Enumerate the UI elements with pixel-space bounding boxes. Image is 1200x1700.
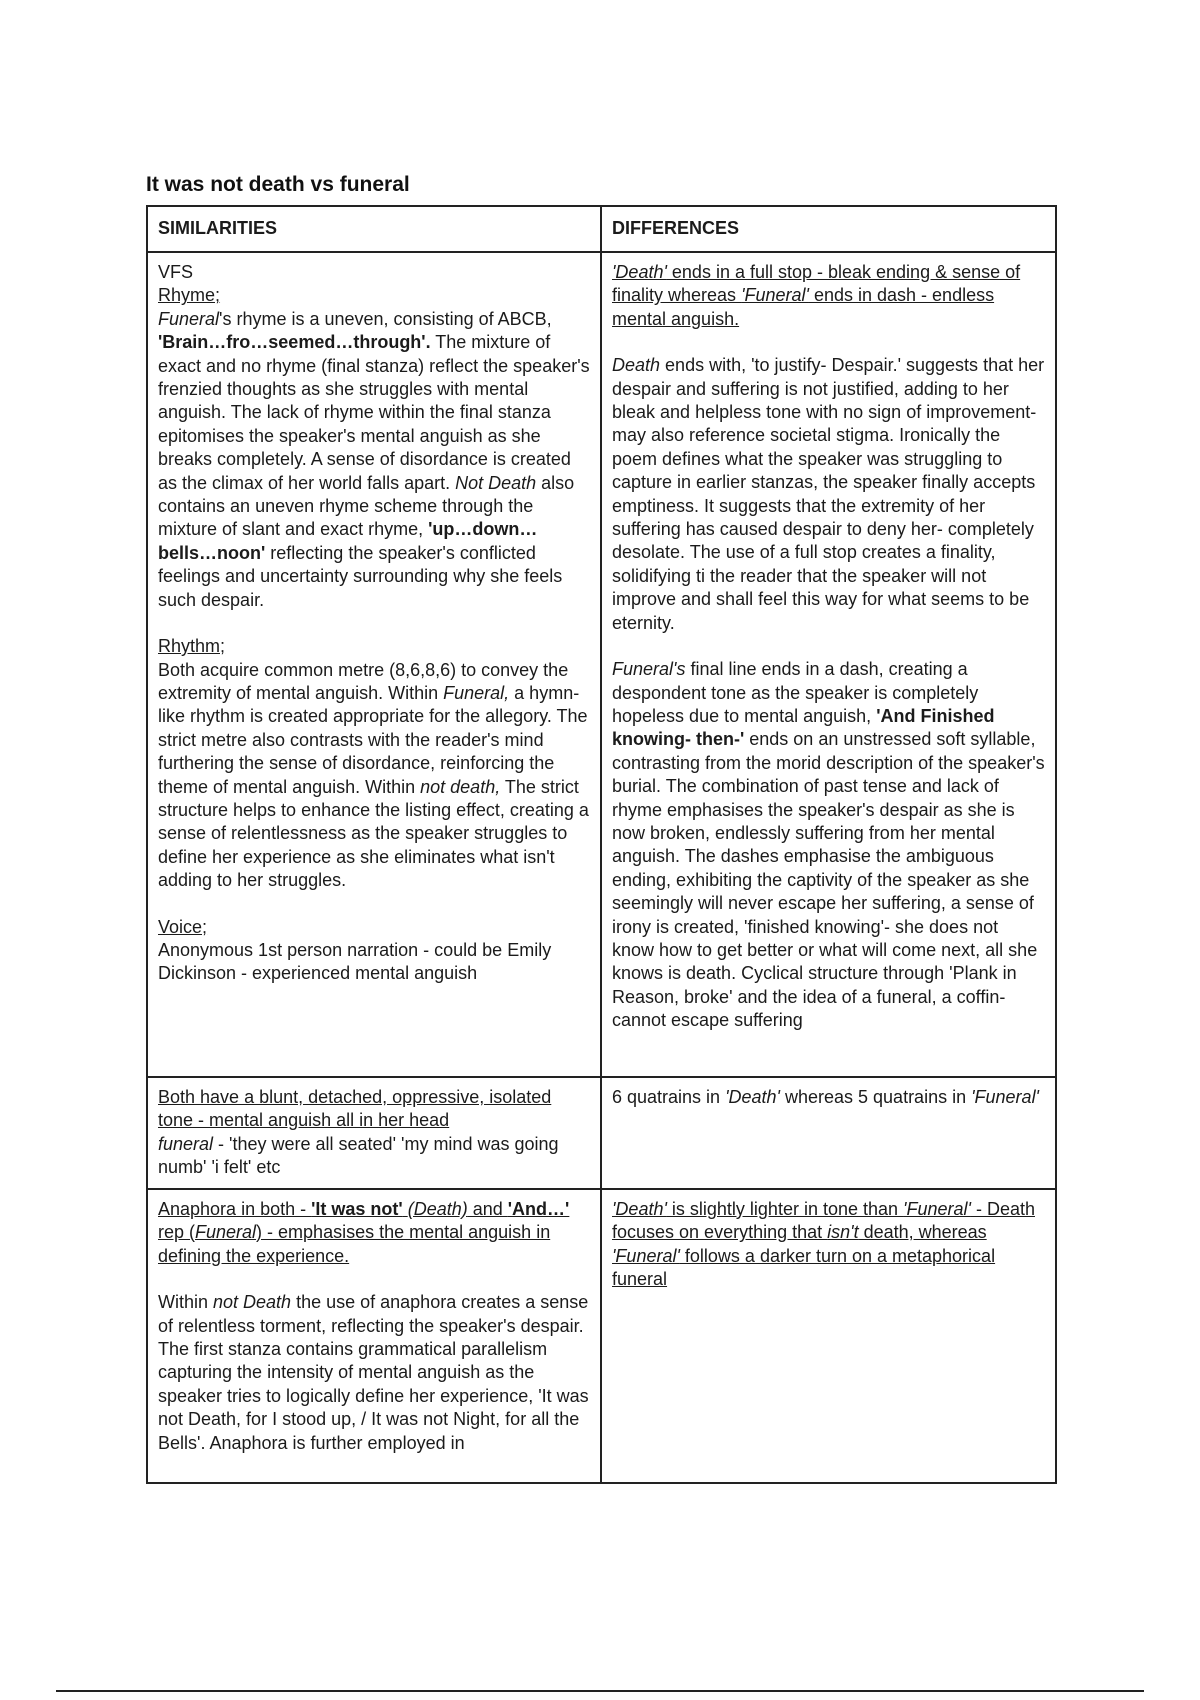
table-row bbox=[147, 1077, 1056, 1189]
header-similarities: SIMILARITIES bbox=[147, 206, 601, 252]
funeral-ending-paragraph: Funeral's final line ends in a dash, creating a despondent tone as the speaker is completely hopeless due to mental anguish, 'And Finished knowing- then-' ends on an unstressed soft syllable, contrasting from the morid description of the speaker's burial. The combination of past tense and lack of rhyme emphasises the speaker's despair as she is now broken, endlessly suffering from her mental anguish. The dashes emphasise the ambiguous ending, exhibiting the captivity of the speaker as she seemingly will never escape her suffering, a sense of irony is created, 'finished knowing'- she does not know how to get better or what will come next, all she knows is death. Cyclical structure through 'Plank in Reason, broke' and the idea of a funeral, a coffin- cannot escape suffering bbox=[612, 659, 1045, 1031]
quatrain-count: 6 quatrains in 'Death' whereas 5 quatrains in 'Funeral' bbox=[612, 1087, 1039, 1107]
document-title: It was not death vs funeral bbox=[146, 173, 410, 196]
tone-summary: Both have a blunt, detached, oppressive, isolated tone - mental anguish all in her head bbox=[158, 1087, 552, 1131]
header-differences: DIFFERENCES bbox=[601, 206, 1056, 252]
ending-summary: 'Death' ends in a full stop - bleak ending & sense of finality whereas 'Funeral' ends in dash - endless mental anguish. bbox=[612, 262, 1021, 329]
row1-differences-cell bbox=[601, 252, 1056, 1077]
voice-paragraph: Anonymous 1st person narration - could be Emily Dickinson - experienced mental anguish bbox=[158, 939, 552, 984]
voice-heading: Voice; bbox=[158, 916, 208, 937]
table-header-row bbox=[147, 206, 1056, 252]
death-ending-paragraph: Death ends with, 'to justify- Despair.' suggests that her despair and suffering is not justified, adding to her bleak and helpless tone with no sign of improvement- may also reference societal stigma. Ironically the poem defines what the speaker was struggling to capture in earlier stanzas, the speaker finally accepts emptiness. It suggests that the extremity of her suffering has caused despair to deny her- completely desolate. The use of a full stop creates a finality, solidifying ti the reader that the speaker will not improve and shall feel this way for what seems to be eternity. bbox=[612, 355, 1045, 633]
row3-similarities-cell bbox=[147, 1189, 601, 1483]
table-row bbox=[147, 252, 1056, 1077]
row2-similarities-cell bbox=[147, 1077, 601, 1189]
page-bottom-rule bbox=[56, 1690, 1144, 1692]
anaphora-paragraph: Within not Death the use of anaphora creates a sense of relentless torment, reflecting the speaker's despair. The first stanza contains grammatical parallelism capturing the intensity of mental anguish as the speaker tries to logically define her experience, 'It was not Death, for I stood up, / It was not Night, for all the Bells'. Anaphora is further employed in bbox=[158, 1292, 589, 1453]
rhyme-heading: Rhyme; bbox=[158, 285, 221, 306]
comparison-table bbox=[146, 205, 1057, 1484]
row3-differences-cell bbox=[601, 1189, 1056, 1483]
tone-examples: funeral - 'they were all seated' 'my mind was going numb' 'i felt' etc bbox=[158, 1133, 559, 1178]
anaphora-summary: Anaphora in both - 'It was not' (Death) and 'And…' rep (Funeral) - emphasises the mental anguish in defining the experience. bbox=[158, 1199, 570, 1266]
row1-similarities-cell bbox=[147, 252, 601, 1077]
rhyme-paragraph: Funeral's rhyme is a uneven, consisting of ABCB, 'Brain…fro…seemed…through'. The mixture of exact and no rhyme (final stanza) reflect the speaker's frenzied thoughts as she struggles with mental anguish. The lack of rhyme within the final stanza epitomises the speaker's mental anguish as she breaks completely. A sense of disordance is created as the climax of her world falls apart. Not Death also contains an uneven rhyme scheme through the mixture of slant and exact rhyme, 'up…down…bells…noon' reflecting the speaker's conflicted feelings and uncertainty surrounding why she feels such despair. bbox=[158, 308, 590, 610]
row2-differences-cell bbox=[601, 1077, 1056, 1189]
vfs-label: VFS bbox=[158, 262, 194, 282]
tone-difference: 'Death' is slightly lighter in tone than 'Funeral' - Death focuses on everything that isn't death, whereas 'Funeral' follows a darker turn on a metaphorical funeral bbox=[612, 1199, 1035, 1290]
rhythm-paragraph: Both acquire common metre (8,6,8,6) to convey the extremity of mental anguish. Within Funeral, a hymn-like rhythm is created appropriate for the allegory. The strict metre also contrasts with the reader's mind furthering the sense of disordance, reinforcing the theme of mental anguish. Within not death, The strict structure helps to enhance the listing effect, creating a sense of relentlessness as the speaker struggles to define her experience as she eliminates what isn't adding to her struggles. bbox=[158, 659, 589, 891]
rhythm-heading: Rhythm; bbox=[158, 636, 226, 657]
table-row bbox=[147, 1189, 1056, 1483]
